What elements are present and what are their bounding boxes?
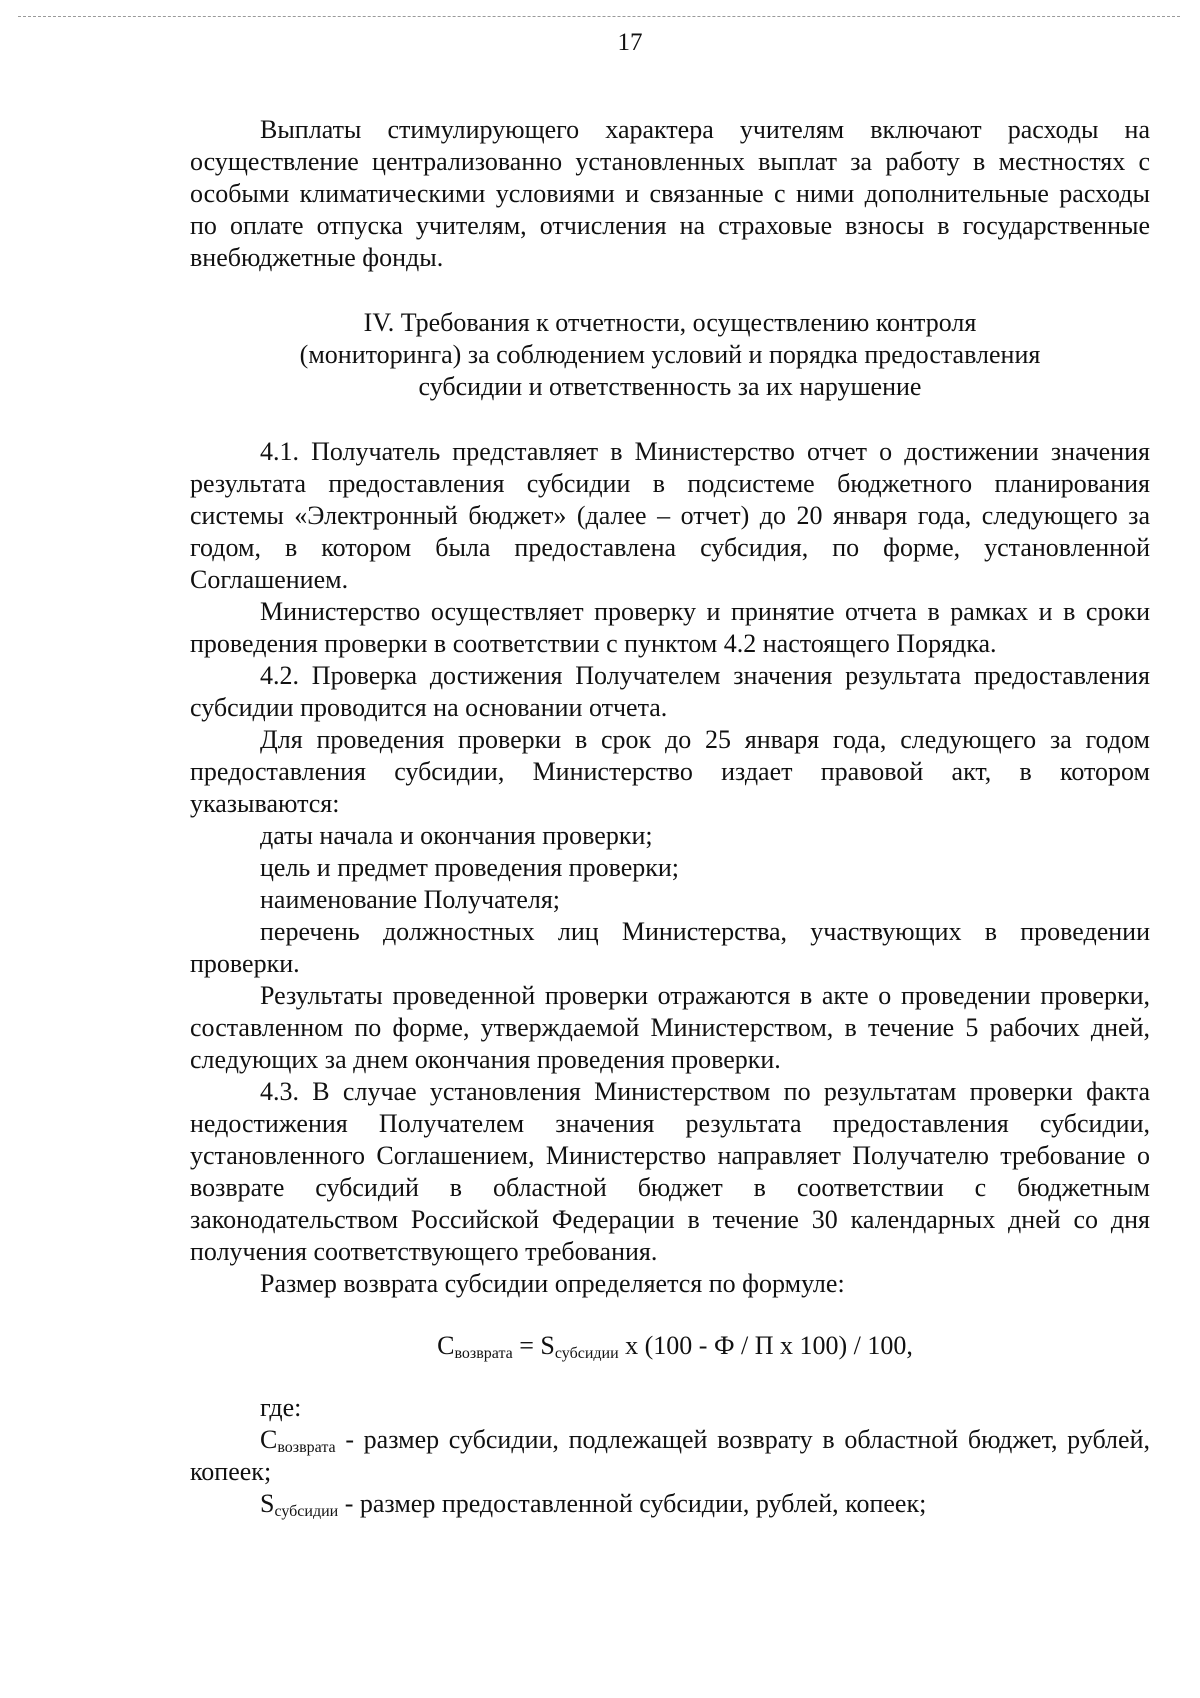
list-item-officials: перечень должностных лиц Министерства, участвующих в проведении проверки. bbox=[190, 917, 1150, 978]
paragraph-4-2-legal-act: Для проведения проверки в срок до 25 января года, следующего за годом предоставления субсидии, Министерство издает правовой акт, в котором указываются: bbox=[190, 725, 1150, 818]
intro-paragraph: Выплаты стимулирующего характера учителям включают расходы на осуществление централизованно установленных выплат за работу в местностях с особыми климатическими условиями и связанные с ними дополнительные расходы по оплате отпуска учителям, отчисления на страховые взносы в государственные внебюджетные фонды. bbox=[190, 115, 1150, 272]
definition-s-subscript: субсидии bbox=[274, 1503, 339, 1520]
formula-c-subscript: возврата bbox=[454, 1345, 513, 1362]
definition-c-text: - размер субсидии, подлежащей возврату в областной бюджет, рублей, копеек; bbox=[190, 1425, 1150, 1486]
definition-c-subscript: возврата bbox=[277, 1439, 336, 1456]
section-heading-line-3: субсидии и ответственность за их нарушение bbox=[418, 372, 922, 401]
section-heading-line-1: IV. Требования к отчетности, осуществлению контроля bbox=[363, 308, 977, 337]
formula-s-symbol: S bbox=[540, 1331, 555, 1360]
paragraph-4-3: 4.3. В случае установления Министерством по результатам проверки факта недостижения Получателем значения результата предоставления субсидии, установленного Соглашением, Министерство направляет Получателю требование о возврате субсидий в областной бюджет в соответствии с бюджетным законодательством Российской Федерации в течение 30 календарных дней со дня получения соответствующего требования. bbox=[190, 1077, 1150, 1266]
definition-c-symbol: С bbox=[260, 1425, 278, 1454]
section-heading-line-2: (мониторинга) за соблюдением условий и порядка предоставления bbox=[299, 340, 1041, 369]
definition-s-subsidy bbox=[190, 1488, 1150, 1520]
paragraph-4-2-results: Результаты проведенной проверки отражаются в акте о проведении проверки, составленном по форме, утверждаемой Министерством, в течение 5 рабочих дней, следующих за днем окончания проведения проверки. bbox=[190, 981, 1150, 1074]
definition-c-refund bbox=[190, 1424, 1150, 1488]
list-item-goal: цель и предмет проведения проверки; bbox=[260, 853, 680, 882]
paragraph-4-2: 4.2. Проверка достижения Получателем значения результата предоставления субсидии проводится на основании отчета. bbox=[190, 661, 1150, 722]
where-label: где: bbox=[260, 1393, 302, 1422]
section-heading bbox=[190, 307, 1150, 403]
paragraph-4-1: 4.1. Получатель представляет в Министерство отчет о достижении значения результата предоставления субсидии в подсистеме бюджетного планирования системы «Электронный бюджет» (далее – отчет) до 20 января года, следующего за годом, в котором была предоставлена субсидия, по форме, установленной Соглашением. bbox=[190, 437, 1150, 594]
formula-c-symbol: С bbox=[437, 1331, 455, 1360]
paragraph-4-3-formula-intro: Размер возврата субсидии определяется по формуле: bbox=[260, 1269, 845, 1298]
formula-expression: x (100 - Ф / П x 100) / 100, bbox=[618, 1331, 913, 1360]
formula-equals: = bbox=[512, 1331, 541, 1360]
definition-s-symbol: S bbox=[260, 1489, 275, 1518]
list-item-recipient-name: наименование Получателя; bbox=[260, 885, 561, 914]
document-body bbox=[190, 114, 1150, 1520]
definition-s-text: - размер предоставленной субсидии, рублей, копеек; bbox=[338, 1489, 927, 1518]
page-number: 17 bbox=[617, 29, 643, 56]
formula-s-subscript: субсидии bbox=[554, 1345, 619, 1362]
list-item-dates: даты начала и окончания проверки; bbox=[260, 821, 653, 850]
paragraph-4-1-review: Министерство осуществляет проверку и принятие отчета в рамках и в сроки проведения проверки в соответствии с пунктом 4.2 настоящего Порядка. bbox=[190, 597, 1150, 658]
refund-formula bbox=[190, 1330, 1150, 1362]
scan-edge-line bbox=[18, 16, 1180, 17]
